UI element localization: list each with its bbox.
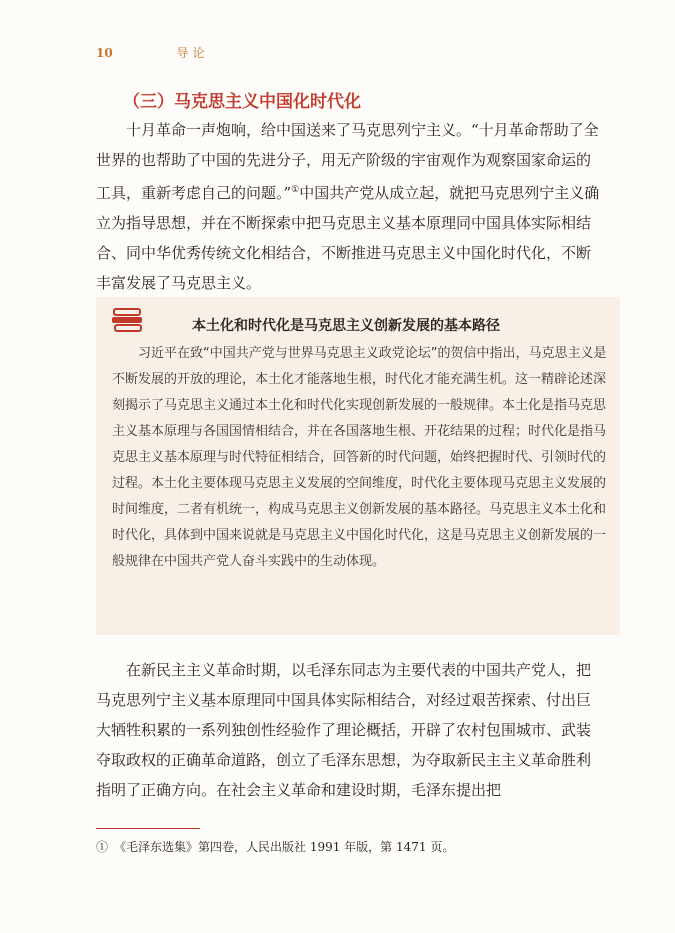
footnote-ref[interactable]: ① (291, 185, 300, 195)
footnote-divider (96, 828, 200, 829)
paragraph-1 (96, 115, 602, 298)
sidebar-box (96, 297, 620, 635)
books-icon (110, 305, 146, 335)
running-header (96, 44, 209, 61)
footnote: ① 《毛泽东选集》第四卷，人民出版社 1991 年版，第 1471 页。 (96, 840, 455, 854)
box-body-text: 习近平在致“中国共产党与世界马克思主义政党论坛”的贺信中指出，马克思主义是不断发展的开放的理论，本土化才能落地生根，时代化才能充满生机。这一精辟论述深刻揭示了马克思主义通过本土化和时代化实现创新发展的一般规律。本土化是指马克思主义基本原理与各国国情相结合，并在各国落地生根、开花结果的过程；时代化是指马克思主义基本原理与时代特征相结合，回答新的时代问题，始终把握时代、引领时代的过程。本土化主要体现马克思主义发展的空间维度，时代化主要体现马克思主义发展的时间维度，二者有机统一，构成马克思主义创新发展的基本路径。马克思主义本土化和时代化，具体到中国来说就是马克思主义中国化时代化，这是马克思主义创新发展的一般规律在中国共产党人奋斗实践中的生动体现。 (112, 346, 607, 569)
paragraph-1-text: 十月革命一声炮响，给中国送来了马克思列宁主义。“十月革命帮助了全世界的也帮助了中国的先进分子，用无产阶级的宇宙观作为观察国家命运的工具，重新考虑自己的问题。” (96, 121, 599, 202)
chapter-title: 导论 (176, 46, 209, 60)
paragraph-2 (96, 655, 602, 805)
box-title: 本土化和时代化是马克思主义创新发展的基本路径 (192, 318, 500, 334)
section-title: （三）马克思主义中国化时代化 (123, 92, 361, 112)
box-body (112, 341, 608, 575)
page-number: 10 (96, 46, 113, 60)
paragraph-2-text: 在新民主主义革命时期，以毛泽东同志为主要代表的中国共产党人，把马克思列宁主义基本原理同中国具体实际相结合，对经过艰苦探索、付出巨大牺牲积累的一系列独创性经验作了理论概括，开辟了农村包围城市、武装夺取政权的正确革命道路，创立了毛泽东思想，为夺取新民主主义革命胜利指明了正确方向。在社会主义革命和建设时期，毛泽东提出把 (96, 661, 592, 799)
paragraph-1-cont: 中国共产党从成立起，就把马克思列宁主义确立为指导思想，并在不断探索中把马克思主义基本原理同中国具体实际相结合、同中华优秀传统文化相结合，不断推进马克思主义中国化时代化，不断丰富发展了马克思主义。 (96, 184, 600, 292)
